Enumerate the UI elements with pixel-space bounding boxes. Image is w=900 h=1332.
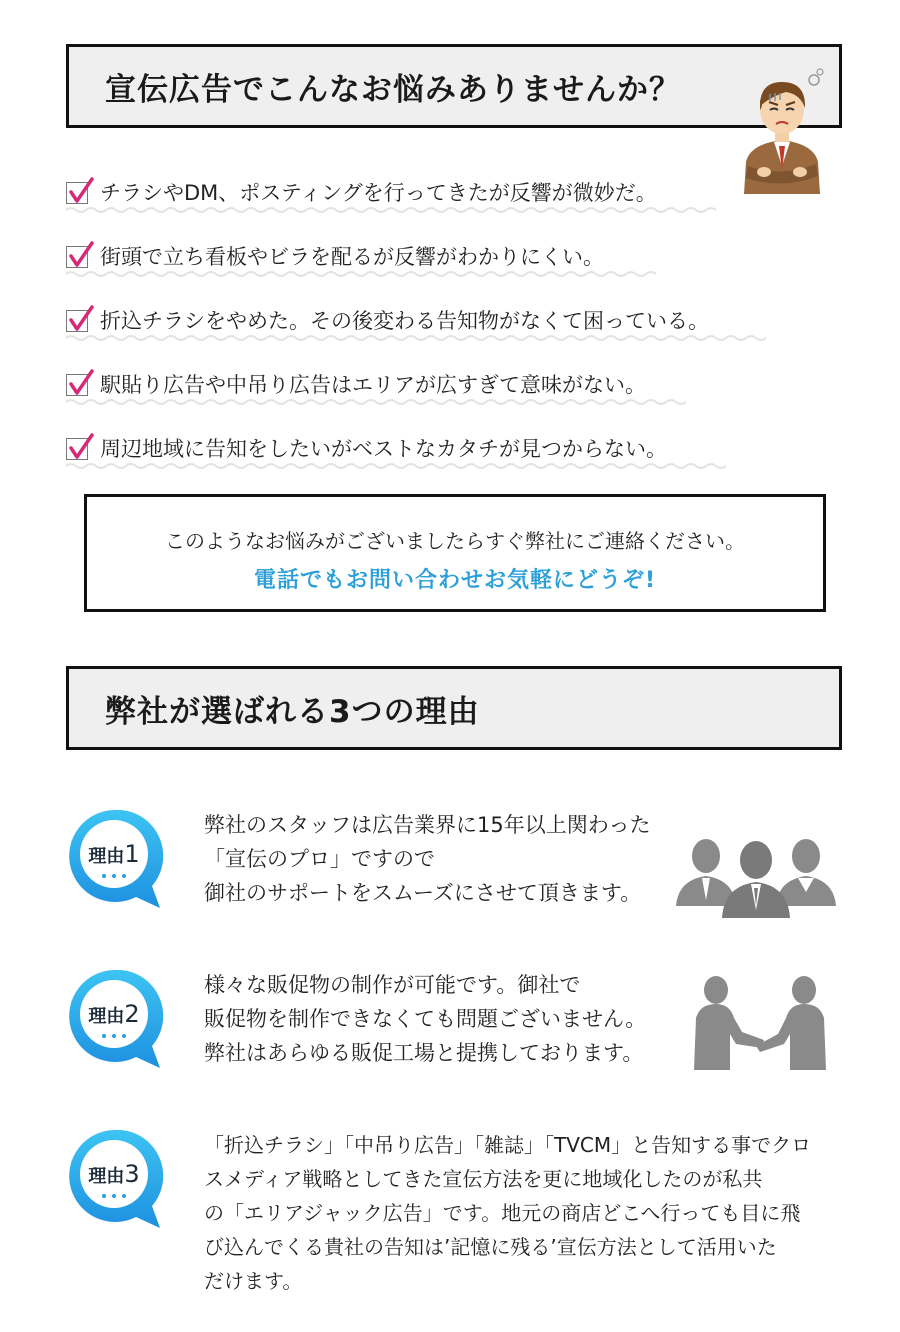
reason-description (204, 968, 646, 1070)
wavy-underline (66, 334, 766, 342)
worries-header (66, 44, 842, 128)
reason-item-3 (66, 1128, 856, 1308)
reason-line: の「エリアジャック広告」です。地元の商店どこへ行っても目に飛 (204, 1201, 801, 1225)
list-item (66, 234, 656, 284)
reason-line: 弊社のスタッフは広告業界に15年以上関わった (204, 813, 651, 837)
worry-text: 周辺地域に告知をしたいがベストなカタチが見つからない。 (100, 437, 667, 461)
business-team-icon (676, 834, 836, 922)
reason-description (204, 808, 651, 910)
speech-bubble-icon (66, 1128, 166, 1232)
checkbox-checked-icon (66, 374, 88, 396)
contact-callout (84, 494, 826, 612)
reason-number: 3 (124, 1160, 140, 1188)
reason-number: 1 (124, 840, 140, 868)
wavy-underline (66, 462, 726, 470)
reason-line: だけます。 (204, 1269, 303, 1293)
reasons-title: 弊社が選ばれる3つの理由 (105, 693, 480, 730)
reason-line: 販促物を制作できなくても問題ございません。 (204, 1007, 647, 1031)
reason-label: 理由 (88, 1166, 125, 1187)
reason-number: 2 (124, 1000, 140, 1028)
reasons-header (66, 666, 842, 750)
worries-title: 宣伝広告でこんなお悩みありませんか？ (105, 71, 681, 108)
speech-bubble-icon (66, 808, 166, 912)
checkbox-checked-icon (66, 182, 88, 204)
list-item (66, 426, 726, 476)
wavy-underline (66, 270, 656, 278)
reason-line: 「折込チラシ」「中吊り広告」「雑誌」「TVCM」と告知する事でクロ (204, 1133, 812, 1157)
checkbox-checked-icon (66, 310, 88, 332)
reason-line: び込んでくる貴社の告知は’記憶に残る’宣伝方法として活用いた (204, 1235, 777, 1259)
reason-label: 理由 (88, 846, 125, 867)
reason-line: 弊社はあらゆる販促工場と提携しております。 (204, 1041, 644, 1065)
wavy-underline (66, 206, 716, 214)
worry-text: 駅貼り広告や中吊り広告はエリアが広すぎて意味がない。 (100, 373, 646, 397)
list-item (66, 298, 766, 348)
checkbox-checked-icon (66, 438, 88, 460)
handshake-icon (690, 974, 830, 1074)
worry-text: チラシやDM、ポスティングを行ってきたが反響が微妙だ。 (100, 181, 657, 205)
worried-businessman-icon (734, 66, 830, 200)
speech-bubble-icon (66, 968, 166, 1072)
checkbox-checked-icon (66, 246, 88, 268)
worry-text: 街頭で立ち看板やビラを配るが反響がわかりにくい。 (100, 245, 604, 269)
reason-line: スメディア戦略としてきた宣伝方法を更に地域化したのが私共 (204, 1167, 763, 1191)
list-item (66, 362, 686, 412)
contact-highlight: 電話でもお問い合わせお気軽にどうぞ! (253, 568, 657, 593)
wavy-underline (66, 398, 686, 406)
reason-line: 御社のサポートをスムーズにさせて頂きます。 (204, 881, 642, 905)
reason-label: 理由 (88, 1006, 125, 1027)
reason-description (204, 1128, 811, 1298)
list-item (66, 170, 716, 220)
contact-message: このようなお悩みがございましたらすぐ弊社にご連絡ください。 (165, 529, 745, 553)
worry-text: 折込チラシをやめた。その後変わる告知物がなくて困っている。 (100, 309, 709, 333)
reason-line: 「宣伝のプロ」ですので (204, 847, 435, 871)
reason-line: 様々な販促物の制作が可能です。御社で (204, 973, 581, 997)
